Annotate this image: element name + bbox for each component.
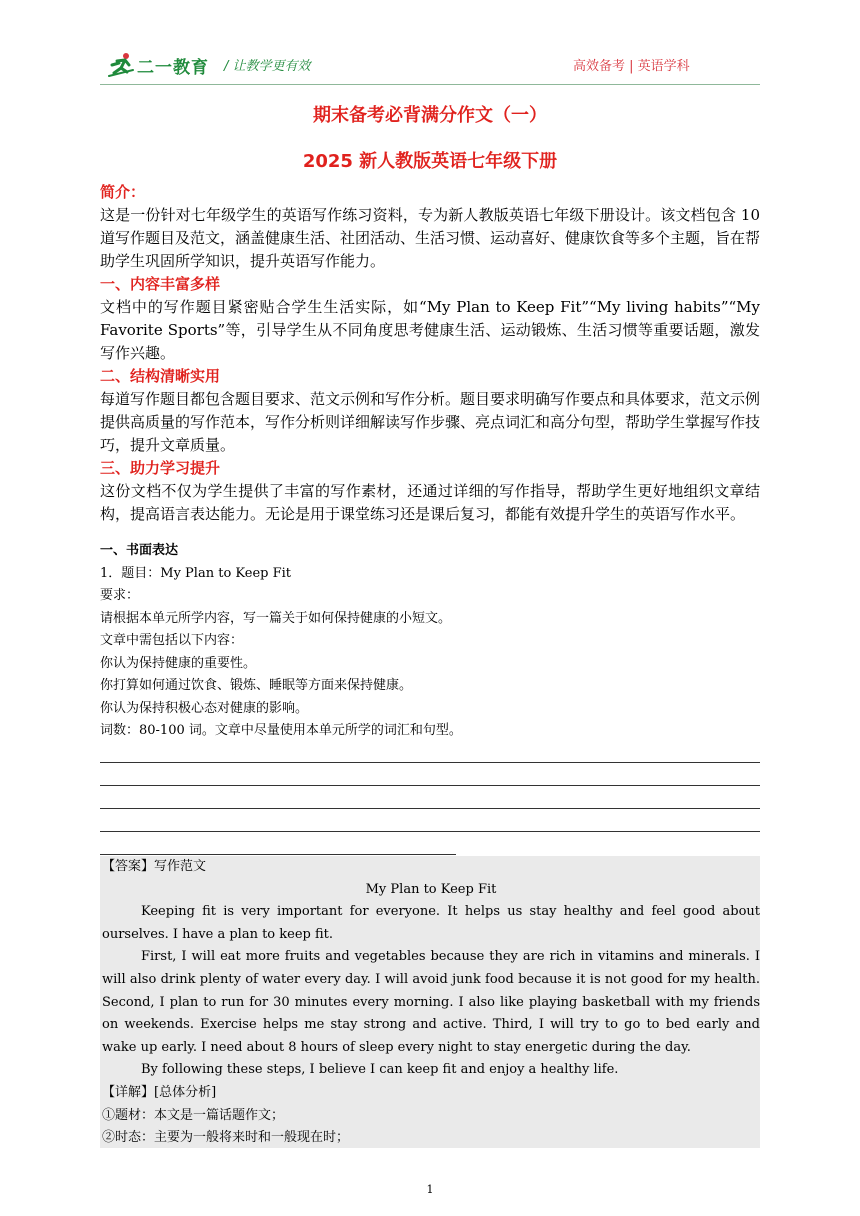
essay-paragraph: Keeping fit is very important for everyone. It helps us stay healthy and feel good about ourselves. I have a plan to keep fit. xyxy=(102,904,760,942)
task-line: 你认为保持积极心态对健康的影响。 xyxy=(100,700,309,716)
essay-paragraph: First, I will eat more fruits and vegetables because they are rich in vitamins and minerals. I will also drink plenty of water every day. I will avoid junk food because it is not good for my health. Second, I plan to run for 30 minutes every morning. I also like playing basketball with my friends on weekends. Exercise helps me stay strong and active. Third, I will try to go to bed early and wake up early. I need about 8 hours of sleep every night to stay energetic during the day. xyxy=(102,949,760,1055)
logo xyxy=(107,52,223,78)
section-heading: 二、结构清晰实用 xyxy=(100,367,221,385)
section-heading: 三、助力学习提升 xyxy=(100,459,221,477)
task-line: 1．题目：My Plan to Keep Fit xyxy=(100,565,292,581)
task-heading: 一、书面表达 xyxy=(100,543,179,558)
task-line: 你打算如何通过饮食、锻炼、睡眠等方面来保持健康。 xyxy=(100,678,413,693)
running-figure-icon xyxy=(107,52,135,78)
answer-box xyxy=(100,856,760,1148)
writing-line xyxy=(100,808,760,809)
page-header xyxy=(0,0,860,86)
header-divider xyxy=(100,84,760,85)
intro-text: 这是一份针对七年级学生的英语写作练习资料，专为新人教版英语七年级下册设计。该文档包含 10 道写作题目及范文，涵盖健康生活、社团活动、生活习惯、运动喜好、健康饮食等多个主题，旨在帮助学生巩固所学知识，提升英语写作能力。 xyxy=(100,206,761,270)
section-heading: 一、内容丰富多样 xyxy=(100,275,221,293)
page-number: 1 xyxy=(426,1183,434,1196)
task-line: 要求： xyxy=(100,588,140,603)
header-subject: 高效备考 | 英语学科 xyxy=(573,59,690,74)
intro-section xyxy=(100,181,760,526)
writing-line xyxy=(100,762,760,763)
writing-task xyxy=(100,540,760,743)
section-text: 每道写作题目都包含题目要求、范文示例和写作分析。题目要求明确写作要点和具体要求，范文示例提供高质量的写作范本，写作分析则详细解读写作步骤、亮点词汇和高分句型，帮助学生掌握写作技巧，提升文章质量。 xyxy=(100,390,761,454)
essay-paragraph: By following these steps, I believe I can keep fit and enjoy a healthy life. xyxy=(141,1062,619,1078)
task-line: 你认为保持健康的重要性。 xyxy=(100,655,257,671)
writing-line xyxy=(100,854,456,855)
task-line: 文章中需包括以下内容： xyxy=(100,633,244,648)
detail-item: ②时态：主要为一般将来时和一般现在时； xyxy=(102,1130,350,1146)
detail-label: 【详解】[总体分析] xyxy=(102,1084,217,1100)
logo-text: 二一教育 xyxy=(137,57,209,78)
detail-item: ①题材：本文是一篇话题作文； xyxy=(102,1107,285,1123)
task-line: 请根据本单元所学内容，写一篇关于如何保持健康的小短文。 xyxy=(100,610,452,626)
answer-label: 【答案】写作范文 xyxy=(102,859,207,874)
writing-line xyxy=(100,785,760,786)
page-title: 期末备考必背满分作文（一） xyxy=(313,105,547,126)
intro-heading: 简介： xyxy=(100,183,146,201)
slogan: / 让教学更有效 xyxy=(224,59,311,74)
writing-line xyxy=(100,831,760,832)
section-text: 这份文档不仅为学生提供了丰富的写作素材，还通过详细的写作指导，帮助学生更好地组织文章结构，提高语言表达能力。无论是用于课堂练习还是课后复习，都能有效提升学生的英语写作水平。 xyxy=(100,482,760,523)
task-line: 词数：80-100 词。文章中尽量使用本单元所学的词汇和句型。 xyxy=(100,723,462,738)
section-text: 文档中的写作题目紧密贴合学生生活实际，如“My Plan to Keep Fit”“My living habits”“My Favorite Sports”等，引导学生从不同角度思考健康生活、运动锻炼、生活习惯等重要话题，激发写作兴趣。 xyxy=(100,298,760,362)
page-subtitle: 2025 新人教版英语七年级下册 xyxy=(302,151,558,172)
essay-title: My Plan to Keep Fit xyxy=(365,881,497,897)
